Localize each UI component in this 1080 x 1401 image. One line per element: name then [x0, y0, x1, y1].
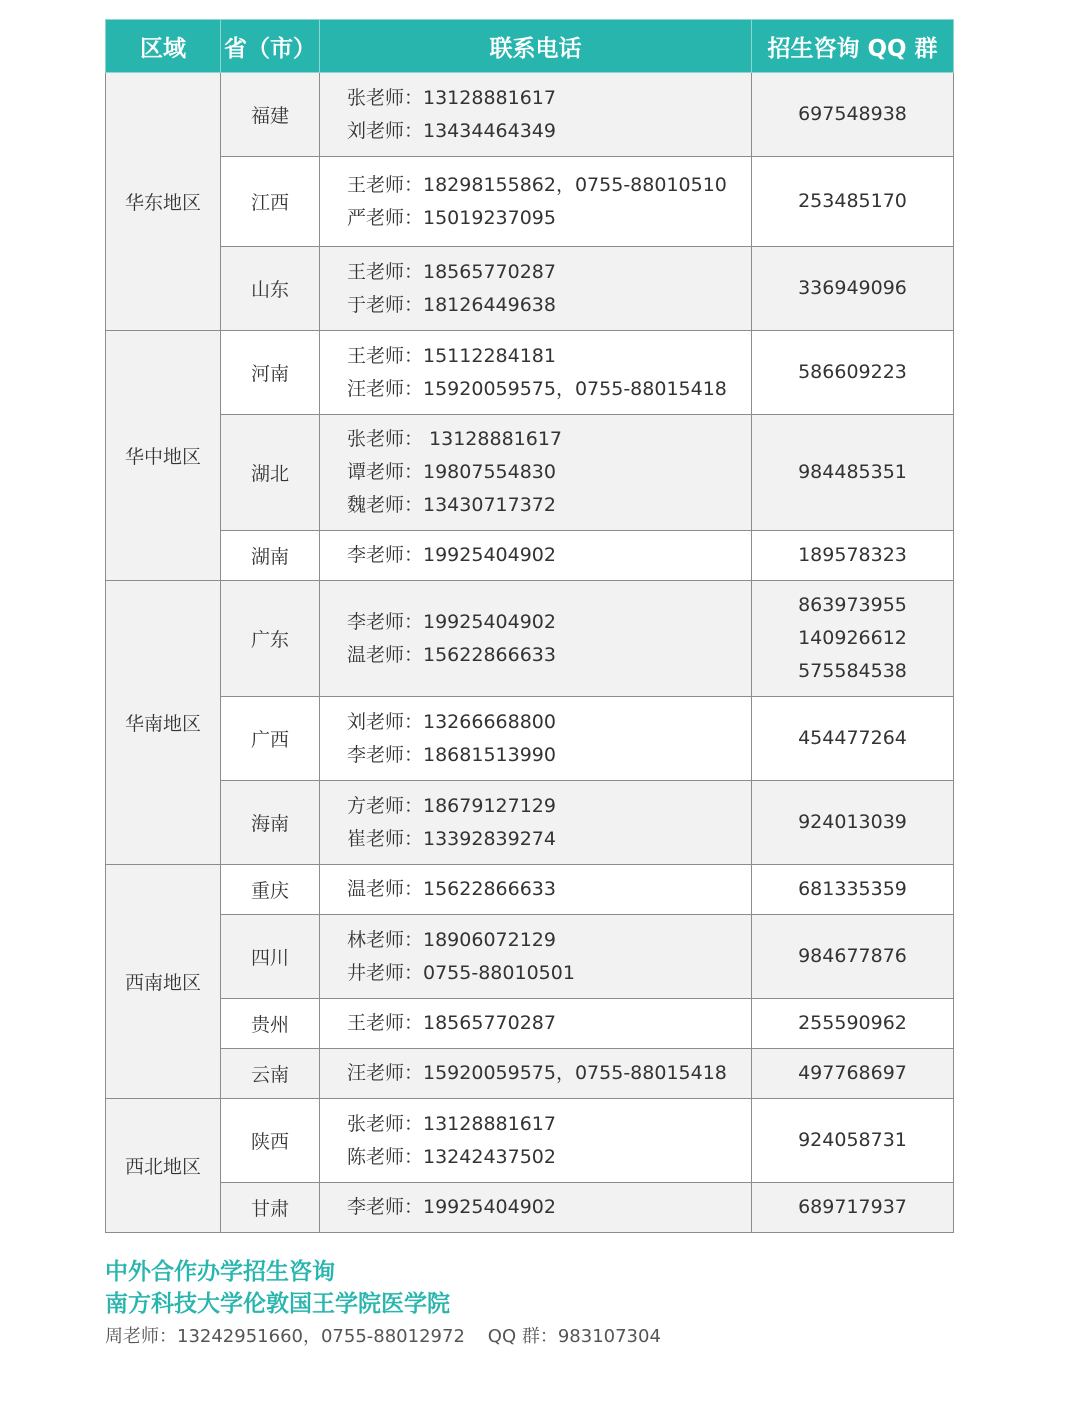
table-row	[106, 1049, 954, 1099]
teacher-contact: 汪老师：15920059575，0755-88015418	[347, 1062, 727, 1084]
province-cell: 湖南	[221, 531, 320, 581]
table-row	[106, 73, 954, 157]
qq-group-cell	[752, 999, 954, 1049]
teacher-contact: 刘老师：13266668800	[347, 710, 556, 733]
qq-group-number: 984677876	[798, 945, 907, 967]
phone-cell	[320, 73, 752, 157]
teacher-contact: 林老师：18906072129	[347, 928, 556, 951]
table-row	[106, 865, 954, 915]
teacher-contact: 方老师：18679127129	[347, 794, 556, 817]
footer-title: 中外合作办学招生咨询	[105, 1259, 335, 1285]
qq-group-number: 924013039	[798, 811, 907, 833]
teacher-contact: 王老师：15112284181	[347, 344, 556, 367]
qq-group-number: 863973955	[798, 594, 907, 616]
table-row	[106, 1183, 954, 1233]
teacher-contact: 张老师： 13128881617	[347, 428, 563, 450]
table-body	[106, 73, 954, 1233]
header-province: 省（市）	[221, 20, 320, 73]
qq-group-cell	[752, 781, 954, 865]
phone-cell	[320, 999, 752, 1049]
qq-group-number: 575584538	[798, 660, 907, 682]
table-row	[106, 415, 954, 531]
qq-group-cell	[752, 1049, 954, 1099]
teacher-contact: 李老师：19925404902	[347, 610, 556, 633]
province-cell: 福建	[221, 73, 320, 157]
phone-cell	[320, 865, 752, 915]
qq-group-number: 255590962	[798, 1012, 907, 1034]
region-cell: 华中地区	[106, 331, 221, 581]
province-cell: 广东	[221, 581, 320, 697]
qq-group-number: 497768697	[798, 1062, 907, 1084]
table-row	[106, 697, 954, 781]
phone-cell	[320, 781, 752, 865]
qq-group-cell	[752, 915, 954, 999]
phone-cell	[320, 331, 752, 415]
qq-group-number: 689717937	[798, 1196, 907, 1218]
qq-group-number: 253485170	[798, 190, 907, 212]
qq-group-number: 189578323	[798, 544, 907, 566]
table-row	[106, 157, 954, 247]
qq-group-number: 336949096	[798, 277, 907, 299]
qq-group-number: 924058731	[798, 1129, 907, 1151]
footer-subtitle: 南方科技大学伦敦国王学院医学院	[105, 1291, 450, 1317]
teacher-contact: 李老师：19925404902	[347, 1196, 556, 1218]
qq-group-cell	[752, 697, 954, 781]
table-row	[106, 1099, 954, 1183]
teacher-contact: 于老师：18126449638	[347, 293, 556, 316]
region-cell: 西南地区	[106, 865, 221, 1099]
teacher-contact: 张老师：13128881617	[347, 1112, 556, 1135]
phone-cell	[320, 157, 752, 247]
phone-cell	[320, 915, 752, 999]
qq-group-cell	[752, 531, 954, 581]
phone-cell	[320, 1183, 752, 1233]
province-cell: 甘肃	[221, 1183, 320, 1233]
phone-cell	[320, 1099, 752, 1183]
teacher-contact: 温老师：15622866633	[347, 878, 556, 900]
province-cell: 四川	[221, 915, 320, 999]
admissions-contact-table	[105, 19, 954, 1233]
qq-group-cell	[752, 1183, 954, 1233]
teacher-contact: 汪老师：15920059575，0755-88015418	[347, 377, 727, 400]
teacher-contact: 崔老师：13392839274	[347, 827, 556, 850]
table-row	[106, 781, 954, 865]
qq-group-cell	[752, 73, 954, 157]
qq-group-cell	[752, 415, 954, 531]
phone-cell	[320, 1049, 752, 1099]
teacher-contact: 张老师：13128881617	[347, 86, 556, 109]
qq-group-number: 681335359	[798, 878, 907, 900]
header-qq-group: 招生咨询 QQ 群	[752, 20, 954, 73]
teacher-contact: 刘老师：13434464349	[347, 119, 556, 142]
teacher-contact: 王老师：18298155862，0755-88010510	[347, 173, 727, 196]
table-header-row	[106, 20, 954, 73]
qq-group-cell	[752, 247, 954, 331]
qq-group-number: 984485351	[798, 461, 907, 483]
phone-cell	[320, 415, 752, 531]
teacher-contact: 温老师：15622866633	[347, 643, 556, 666]
teacher-contact: 陈老师：13242437502	[347, 1145, 556, 1168]
qq-group-number: 454477264	[798, 727, 907, 749]
header-region: 区域	[106, 20, 221, 73]
region-cell: 西北地区	[106, 1099, 221, 1233]
province-cell: 湖北	[221, 415, 320, 531]
qq-group-number: 697548938	[798, 103, 907, 125]
table-row	[106, 531, 954, 581]
province-cell: 贵州	[221, 999, 320, 1049]
qq-group-cell	[752, 581, 954, 697]
province-cell: 重庆	[221, 865, 320, 915]
table-row	[106, 331, 954, 415]
table-row	[106, 999, 954, 1049]
province-cell: 陕西	[221, 1099, 320, 1183]
province-cell: 海南	[221, 781, 320, 865]
footer-contact: 周老师：13242951660，0755-88012972 QQ 群：983107304	[105, 1326, 661, 1347]
region-cell: 华东地区	[106, 73, 221, 331]
teacher-contact: 谭老师：19807554830	[347, 461, 556, 483]
table-row	[106, 247, 954, 331]
teacher-contact: 李老师：18681513990	[347, 743, 556, 766]
teacher-contact: 严老师：15019237095	[347, 206, 556, 229]
province-cell: 云南	[221, 1049, 320, 1099]
header-phone: 联系电话	[320, 20, 752, 73]
table-row	[106, 581, 954, 697]
teacher-contact: 王老师：18565770287	[347, 1012, 556, 1034]
teacher-contact: 李老师：19925404902	[347, 544, 556, 566]
teacher-contact: 王老师：18565770287	[347, 260, 556, 283]
teacher-contact: 魏老师：13430717372	[347, 494, 556, 516]
phone-cell	[320, 697, 752, 781]
province-cell: 山东	[221, 247, 320, 331]
phone-cell	[320, 531, 752, 581]
province-cell: 河南	[221, 331, 320, 415]
region-cell: 华南地区	[106, 581, 221, 865]
phone-cell	[320, 247, 752, 331]
province-cell: 广西	[221, 697, 320, 781]
qq-group-cell	[752, 865, 954, 915]
teacher-contact: 井老师：0755-88010501	[347, 961, 575, 984]
table-row	[106, 915, 954, 999]
province-cell: 江西	[221, 157, 320, 247]
phone-cell	[320, 581, 752, 697]
qq-group-cell	[752, 1099, 954, 1183]
qq-group-number: 140926612	[798, 627, 907, 649]
qq-group-cell	[752, 331, 954, 415]
qq-group-cell	[752, 157, 954, 247]
qq-group-number: 586609223	[798, 361, 907, 383]
